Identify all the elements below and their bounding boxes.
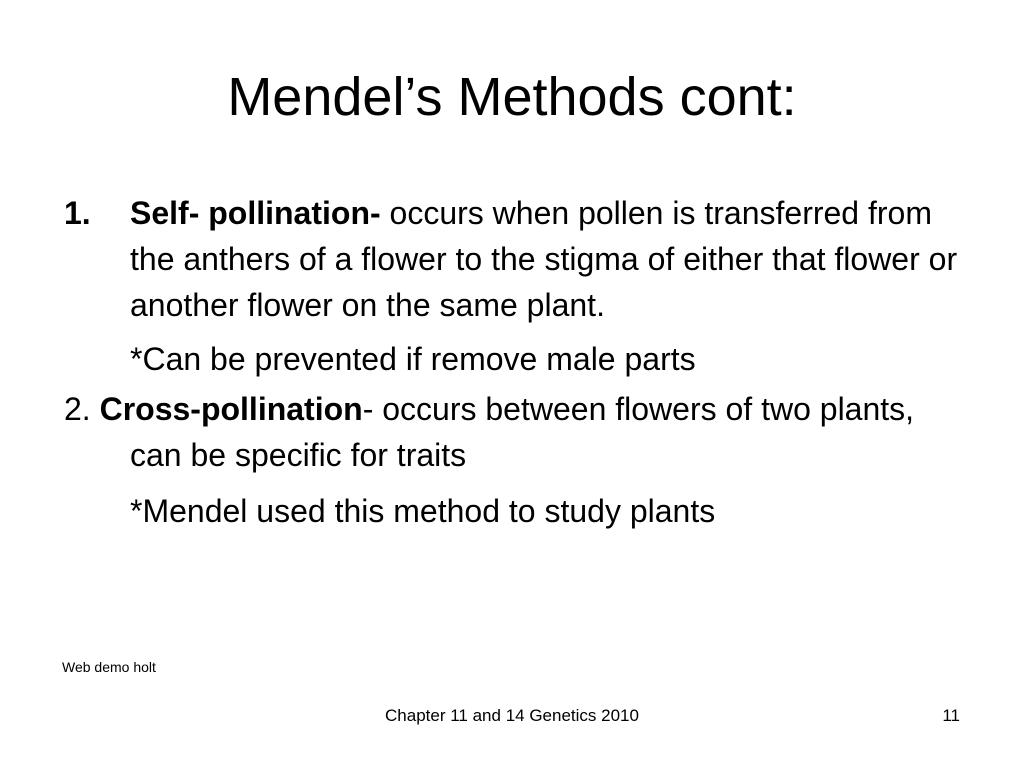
- term-self-pollination: Self- pollination-: [130, 195, 381, 231]
- footer-note: Web demo holt: [62, 659, 156, 675]
- term-cross-pollination: Cross-pollination: [99, 391, 363, 427]
- list-number: 2.: [64, 391, 100, 427]
- list-number: 1.: [64, 195, 91, 231]
- note-self-pollination: *Can be prevented if remove male parts: [130, 341, 696, 377]
- list-item-self-pollination: [64, 190, 964, 328]
- page-number: 11: [942, 706, 960, 725]
- footer-chapter: Chapter 11 and 14 Genetics 2010: [385, 706, 639, 725]
- list-item-cross-pollination: [64, 386, 964, 478]
- definition-self-pollination: occurs when pollen is transferred from the anthers of a flower to the stigma of either that flower or another flower on the same plant.: [130, 195, 958, 323]
- slide-title: Mendel’s Methods cont:: [227, 67, 797, 127]
- slide-body: [64, 190, 964, 534]
- note-cross-pollination: *Mendel used this method to study plants: [130, 493, 716, 529]
- definition-cross-pollination: - occurs between flowers of two plants, can be specific for traits: [130, 391, 915, 473]
